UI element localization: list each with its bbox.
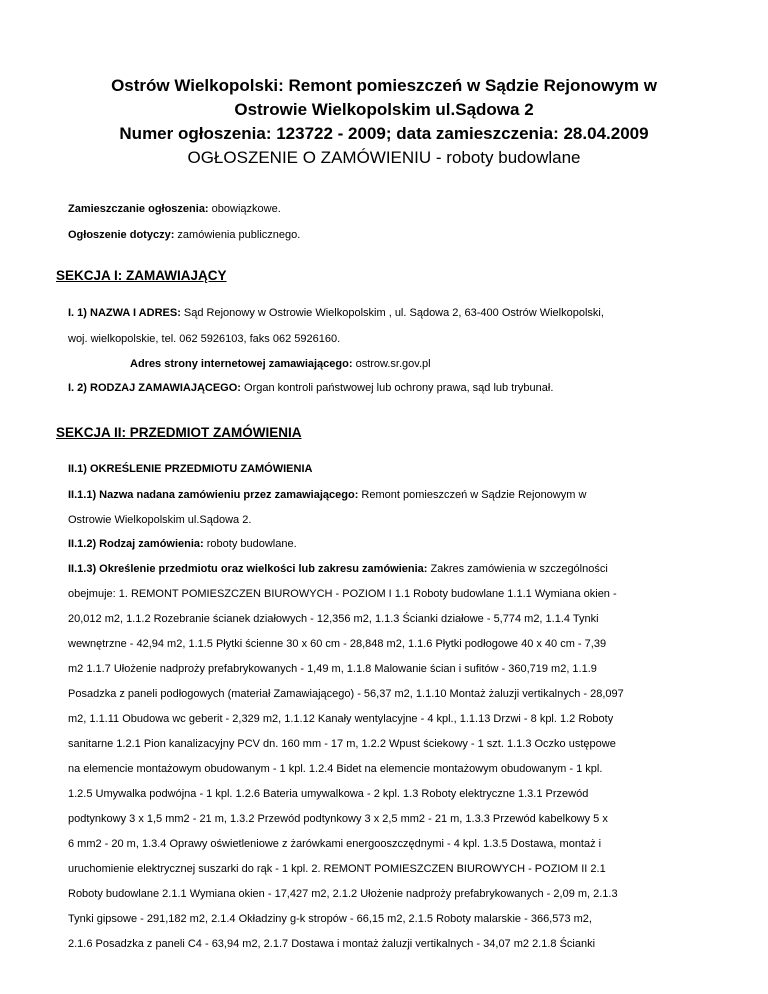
scope-text-line: Tynki gipsowe - 291,182 m2, 2.1.4 Okładziny g-k stropów - 66,15 m2, 2.1.5 Roboty malarskie - 366,573 m2, (68, 913, 592, 925)
scope-text-line: sanitarne 1.2.1 Pion kanalizacyjny PCV dn. 160 mm - 17 m, 1.2.2 Wpust ściekowy - 1 szt. 1.1.3 Oczko ustępowe (68, 738, 616, 750)
order-kind-label: II.1.2) Rodzaj zamówienia: (68, 538, 204, 550)
order-kind-line (68, 538, 718, 550)
name-address-value: Sąd Rejonowy w Ostrowie Wielkopolskim , ul. Sądowa 2, 63-400 Ostrów Wielkopolski, (180, 307, 604, 319)
scope-text-line: wewnętrzne - 42,94 m2, 1.1.5 Płytki ścienne 30 x 60 cm - 28,848 m2, 1.1.6 Płytki podłogowe 40 x 40 cm - 7,39 (68, 638, 607, 650)
scope-text-line: 1.2.5 Umywalka podwójna - 1 kpl. 1.2.6 Bateria umywalkowa - 2 kpl. 1.3 Roboty elektryczne 1.3.1 Przewód (68, 788, 589, 800)
order-name-value: Remont pomieszczeń w Sądzie Rejonowym w (358, 489, 587, 501)
contracting-type-value: Organ kontroli państwowej lub ochrony prawa, sąd lub trybunał. (240, 382, 554, 394)
scope-text-line: m2 1.1.7 Ułożenie nadproży prefabrykowanych - 1,49 m, 1.1.8 Malowanie ścian i sufitów - 360,719 m2, 1.1.9 (68, 663, 597, 675)
www-label: Adres strony internetowej zamawiającego: (130, 358, 353, 370)
scope-text-line: uruchomienie elektrycznej suszarki do rąk - 1 kpl. 2. REMONT POMIESZCZEN BIUROWYCH - POZIOM II 2.1 (68, 863, 606, 875)
scope-text-line: 20,012 m2, 1.1.2 Rozebranie ścianek działowych - 12,356 m2, 1.1.3 Ścianki działowe - 5,774 m2, 1.1.4 Tynki (68, 613, 599, 625)
scope-text-line: m2, 1.1.11 Obudowa wc geberit - 2,329 m2, 1.1.12 Kanały wentylacyjne - 4 kpl., 1.1.13 Drzwi - 8 kpl. 1.2 Roboty (68, 713, 614, 725)
title-line-1: Ostrów Wielkopolski: Remont pomieszczeń w Sądzie Rejonowym w (111, 76, 657, 95)
order-kind-value: roboty budowlane. (203, 538, 297, 550)
subsection-ii-1: II.1) OKREŚLENIE PRZEDMIOTU ZAMÓWIENIA (68, 463, 313, 475)
scope-text-line: podtynkowy 3 x 1,5 mm2 - 21 m, 1.3.2 Przewód podtynkowy 3 x 2,5 mm2 - 21 m, 1.3.3 Przewód kabelkowy 5 x (68, 813, 608, 825)
title-line-2: Ostrowie Wielkopolskim ul.Sądowa 2 (234, 100, 534, 119)
concerns-value: zamówienia publicznego. (174, 229, 301, 241)
order-scope-value: Zakres zamówienia w szczególności (427, 563, 608, 575)
www-value: ostrow.sr.gov.pl (352, 358, 431, 370)
section-1-name (68, 307, 718, 319)
scope-text-line: 6 mm2 - 20 m, 1.3.4 Oprawy oświetleniowe z żarówkami energooszczędnymi - 4 kpl. 1.3.5 Dostawa, montaż i (68, 838, 602, 850)
placement-value: obowiązkowe. (208, 203, 281, 215)
www-line (130, 358, 768, 370)
order-name-line (68, 489, 718, 501)
order-name-label: II.1.1) Nazwa nadana zamówieniu przez zamawiającego: (68, 489, 359, 501)
name-address-label: I. 1) NAZWA I ADRES: (68, 307, 181, 319)
title-line-4: OGŁOSZENIE O ZAMÓWIENIU - roboty budowlane (187, 148, 581, 167)
scope-text-line: Posadzka z paneli podłogowych (materiał Zamawiającego) - 56,37 m2, 1.1.10 Montaż żaluzji vertikalnych - 28,097 (68, 688, 624, 700)
concerns-label: Ogłoszenie dotyczy: (68, 229, 175, 241)
scope-text-line: Roboty budowlane 2.1.1 Wymiana okien - 17,427 m2, 2.1.2 Ułożenie nadproży prefabrykowanych - 2,09 m, 2.1.3 (68, 888, 618, 900)
scope-text-line: na elemencie montażowym obudowanym - 1 kpl. 1.2.4 Bidet na elemencie montażowym obudowanym - 1 kpl. (68, 763, 603, 775)
name-address-line-2: woj. wielkopolskie, tel. 062 5926103, faks 062 5926160. (68, 333, 341, 345)
placement-line (68, 203, 708, 215)
contracting-type-label: I. 2) RODZAJ ZAMAWIAJĄCEGO: (68, 382, 241, 394)
section-2-heading: SEKCJA II: PRZEDMIOT ZAMÓWIENIA (56, 425, 302, 440)
document-title (60, 75, 708, 171)
title-line-3: Numer ogłoszenia: 123722 - 2009; data zamieszczenia: 28.04.2009 (119, 124, 649, 143)
order-scope-label: II.1.3) Określenie przedmiotu oraz wielkości lub zakresu zamówienia: (68, 563, 428, 575)
placement-label: Zamieszczanie ogłoszenia: (68, 203, 209, 215)
contracting-type-line (68, 382, 718, 394)
section-1-heading: SEKCJA I: ZAMAWIAJĄCY (56, 268, 227, 283)
order-name-line-2: Ostrowie Wielkopolskim ul.Sądowa 2. (68, 514, 252, 526)
order-scope-line (68, 563, 718, 575)
scope-text-line: 2.1.6 Posadzka z paneli C4 - 63,94 m2, 2.1.7 Dostawa i montaż żaluzji vertikalnych - 34,07 m2 2.1.8 Ścianki (68, 938, 596, 950)
scope-text-line: obejmuje: 1. REMONT POMIESZCZEN BIUROWYCH - POZIOM I 1.1 Roboty budowlane 1.1.1 Wymiana okien - (68, 588, 617, 600)
concerns-line (68, 229, 708, 241)
